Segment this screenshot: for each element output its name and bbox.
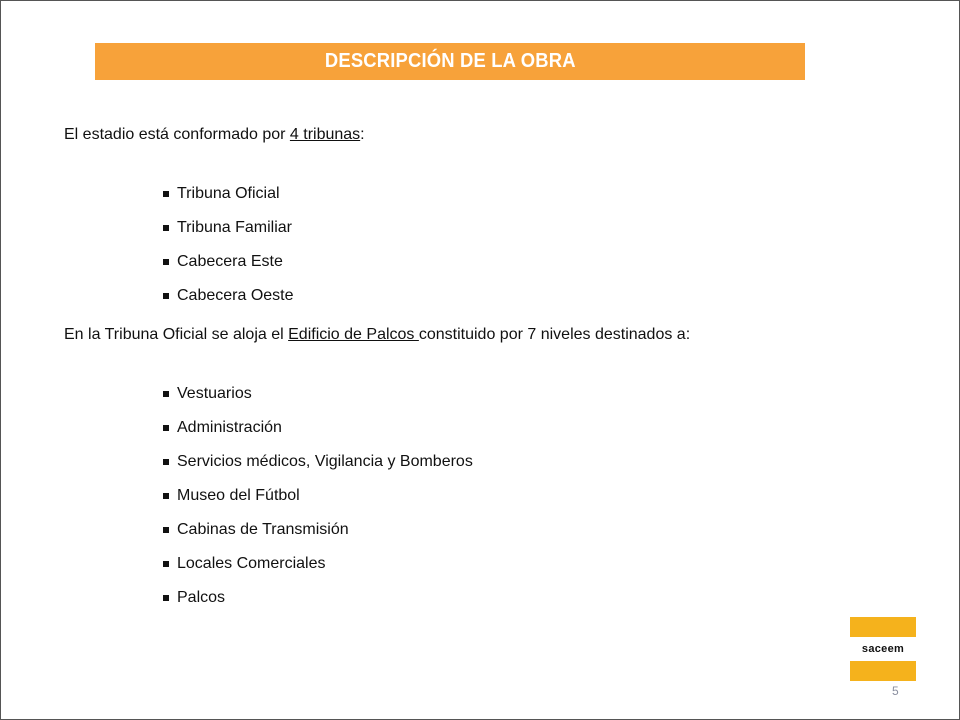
saceem-logo — [850, 617, 916, 681]
square-bullet-icon — [163, 459, 169, 465]
list-item-label: Cabecera Este — [177, 253, 283, 270]
page-number: 5 — [892, 684, 899, 698]
square-bullet-icon — [163, 391, 169, 397]
palcos-list — [162, 377, 473, 615]
square-bullet-icon — [163, 225, 169, 231]
palcos-intro-suffix: constituido por 7 niveles destinados a: — [418, 326, 691, 343]
tribunas-list — [162, 177, 294, 313]
square-bullet-icon — [163, 595, 169, 601]
list-item — [162, 479, 473, 513]
slide-title: DESCRIPCIÓN DE LA OBRA — [324, 50, 576, 72]
list-item — [162, 177, 294, 211]
list-item-label: Servicios médicos, Vigilancia y Bomberos — [177, 453, 473, 470]
list-item-label: Locales Comerciales — [177, 555, 326, 572]
list-item-label: Museo del Fútbol — [177, 487, 300, 504]
list-item — [162, 411, 473, 445]
tribunas-intro-suffix: : — [360, 126, 365, 143]
list-item-label: Palcos — [177, 589, 226, 606]
list-item-label: Tribuna Familiar — [177, 219, 292, 236]
logo-band-top — [850, 617, 916, 637]
square-bullet-icon — [163, 493, 169, 499]
list-item — [162, 445, 473, 479]
palcos-intro-prefix: En la Tribuna Oficial se aloja el — [64, 326, 289, 343]
square-bullet-icon — [163, 425, 169, 431]
list-item — [162, 211, 294, 245]
list-item-label: Cabinas de Transmisión — [177, 521, 349, 538]
list-item-label: Cabecera Oeste — [177, 287, 294, 304]
list-item-label: Vestuarios — [177, 385, 252, 402]
tribunas-intro-prefix: El estadio está conformado por — [64, 126, 290, 143]
square-bullet-icon — [163, 561, 169, 567]
list-item — [162, 581, 473, 615]
list-item — [162, 279, 294, 313]
square-bullet-icon — [163, 191, 169, 197]
palcos-intro — [64, 326, 690, 344]
list-item — [162, 377, 473, 411]
list-item-label: Administración — [177, 419, 282, 436]
tribunas-intro-link: 4 tribunas — [289, 126, 361, 143]
palcos-intro-link: Edificio de Palcos — [288, 326, 419, 343]
logo-band-bottom — [850, 661, 916, 681]
list-item — [162, 513, 473, 547]
square-bullet-icon — [163, 259, 169, 265]
list-item — [162, 245, 294, 279]
list-item-label: Tribuna Oficial — [177, 185, 280, 202]
list-item — [162, 547, 473, 581]
square-bullet-icon — [163, 527, 169, 533]
square-bullet-icon — [163, 293, 169, 299]
logo-text: saceem — [861, 643, 905, 655]
tribunas-intro — [64, 126, 365, 144]
title-bar — [95, 43, 805, 80]
